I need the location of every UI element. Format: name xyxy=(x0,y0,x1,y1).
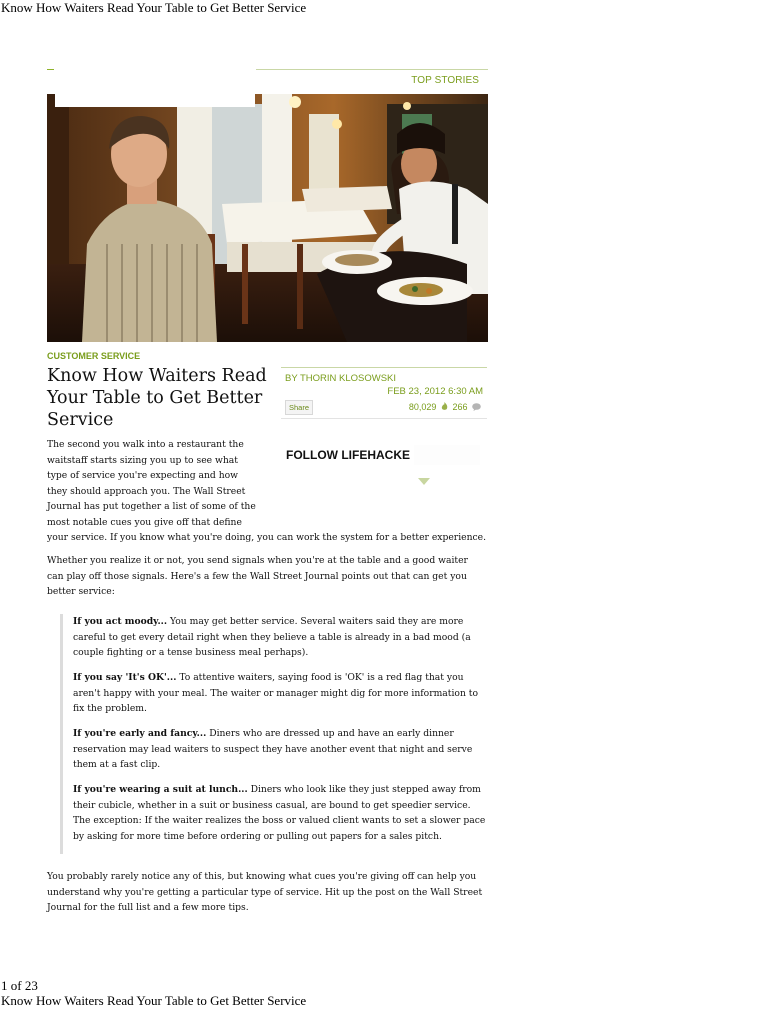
byline-divider-top xyxy=(281,367,487,368)
quote-item-lead: If you act moody... xyxy=(73,616,168,627)
quote-item xyxy=(73,782,489,844)
intro-paragraph xyxy=(47,437,487,546)
byline-divider-bottom xyxy=(281,418,487,419)
quote-item xyxy=(73,614,489,661)
quote-item-text: To attentive waiters, saying food is 'OK' is a red flag that you aren't happy with your meal. The waiter or manager might dig for more information to fix the problem. xyxy=(73,672,479,714)
hero-image xyxy=(47,94,488,342)
quote-item-lead: If you're wearing a suit at lunch... xyxy=(73,784,248,795)
view-count: 80,029 xyxy=(408,402,437,412)
article-title: Know How Waiters Read Your Table to Get Better Service xyxy=(47,366,267,430)
share-button[interactable]: Share xyxy=(285,400,313,415)
flame-icon xyxy=(441,402,448,413)
quote-item xyxy=(73,670,489,717)
publish-date: FEB 23, 2012 6:30 AM xyxy=(387,386,483,397)
article-stats xyxy=(409,402,483,413)
author-byline[interactable]: BY THORIN KLOSOWSKI xyxy=(285,373,397,384)
top-divider-right xyxy=(256,69,488,70)
speech-bubble-icon[interactable] xyxy=(472,403,481,413)
category-label[interactable]: CUSTOMER SERVICE xyxy=(47,351,141,361)
intro-text-wide: your service. If you know what you're doing, you can work the system for a better experience. xyxy=(47,532,486,543)
print-header-title: Know How Waiters Read Your Table to Get Better Service xyxy=(1,0,307,15)
quote-item-text: You may get better service. Several waiters said they are more careful to get every detail right when they believe a table is already in a bad mood (a couple fighting or a tense business meal perhaps). xyxy=(73,616,471,658)
quote-item-text: Diners who look like they just stepped away from their cubicle, whether in a suit or business casual, are bound to get speedier service. The exception: If the waiter realizes the boss or valued client wants to set a slower pace by asking for more time before ordering or pulling out papers for a sales pitch. xyxy=(73,784,486,842)
restaurant-photo xyxy=(47,94,488,342)
quote-item-text: Diners who are dressed up and have an early dinner reservation may lead waiters to suspect they have another event that night and serve them at a fast clip. xyxy=(73,728,473,770)
quote-item-lead: If you say 'It's OK'... xyxy=(73,672,177,683)
quote-item xyxy=(73,726,489,773)
top-divider-left xyxy=(47,69,54,70)
page-indicator: 1 of 23 xyxy=(1,978,38,993)
byline-box xyxy=(281,367,487,419)
blockquote xyxy=(60,614,489,854)
print-footer-title: Know How Waiters Read Your Table to Get Better Service xyxy=(1,993,307,1008)
comment-count[interactable]: 266 xyxy=(452,402,468,412)
body-paragraph: Whether you realize it or not, you send signals when you're at the table and a good waiter can play off those signals. Here's a few the Wall Street Journal points out that can get you better service: xyxy=(47,555,468,597)
follow-heading[interactable]: FOLLOW LIFEHACKE xyxy=(286,448,410,462)
image-cutout xyxy=(55,94,255,107)
quote-item-lead: If you're early and fancy... xyxy=(73,728,207,739)
intro-text-narrow: The second you walk into a restaurant the waitstaff starts sizing you up to see what type of service you're expecting and how they should approach you. The Wall Street Journal has put together a list of some of the most notable cues you give off that define xyxy=(47,439,256,528)
closing-paragraph: You probably rarely notice any of this, but knowing what cues you're giving off can help you understand why you're getting a particular type of service. Hit up the post on the Wall Street Journal for the full list and a few more tips. xyxy=(47,871,483,913)
top-stories-link[interactable]: TOP STORIES xyxy=(411,75,479,86)
